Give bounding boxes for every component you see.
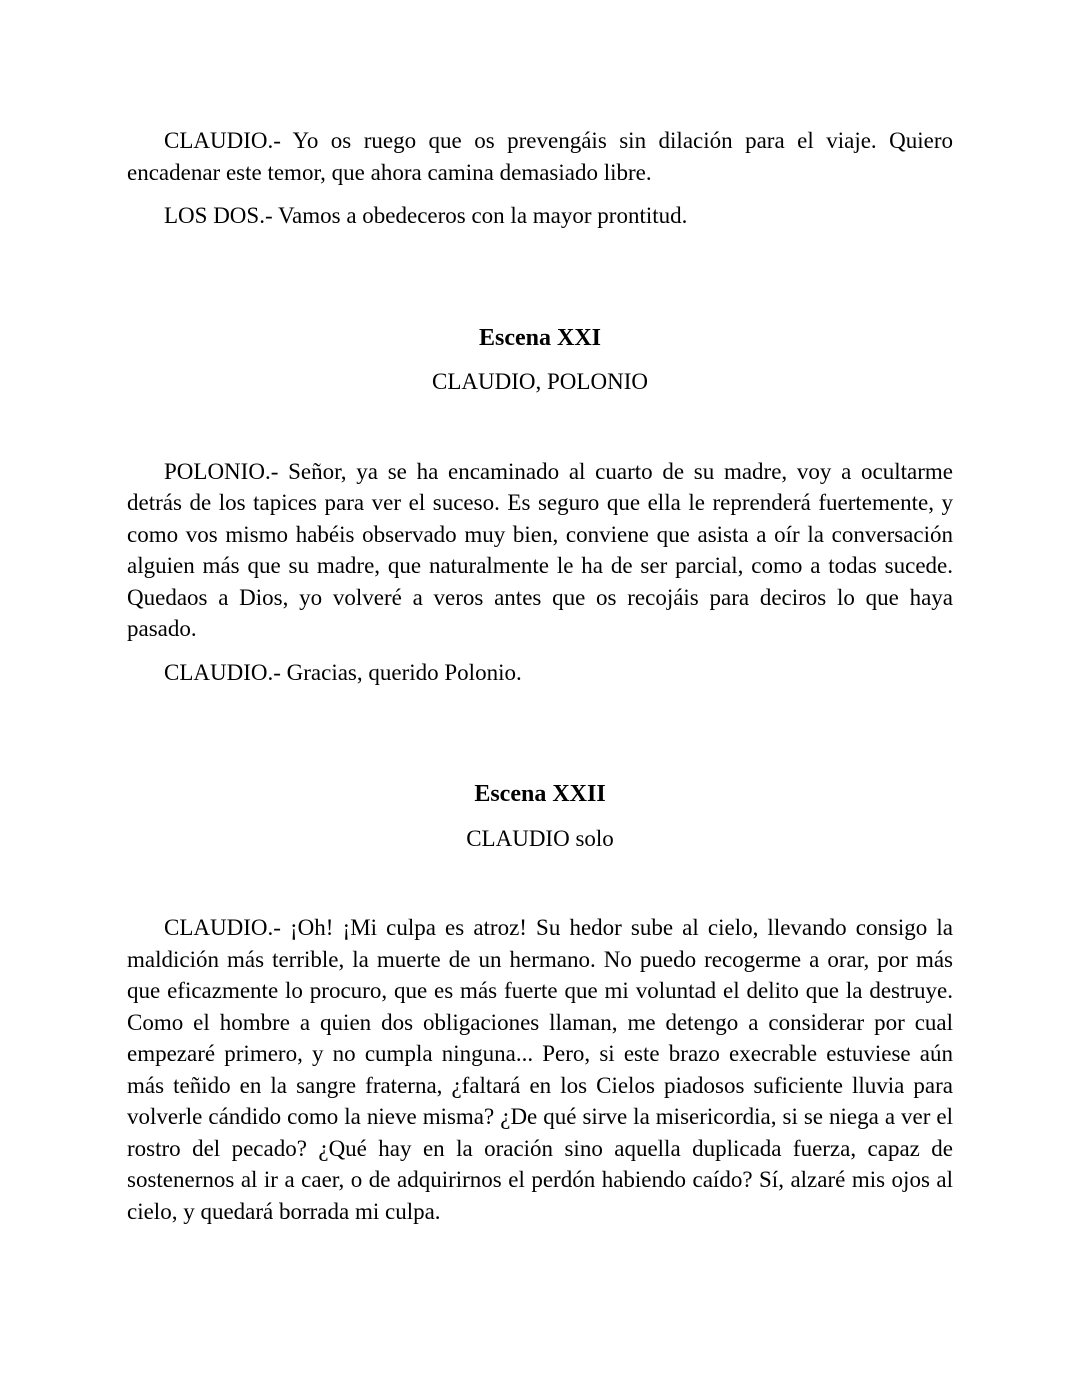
dialogue-claudio-gracias: CLAUDIO.- Gracias, querido Polonio. xyxy=(164,659,522,685)
scene-heading-xxi: Escena XXI xyxy=(478,324,601,351)
dialogue-los-dos: LOS DOS.- Vamos a obedeceros con la mayor prontitud. xyxy=(164,203,688,228)
scene-heading-xxii: Escena XXII xyxy=(474,781,606,807)
monologue-claudio: CLAUDIO.- ¡Oh! ¡Mi culpa es atroz! Su hedor sube al cielo, llevando consigo la maldición más terrible, la muerte de un hermano. No puedo recogerme a orar, por más que eficazmente lo procuro, que es más fuerte que mi voluntad el delito que la destruye. Como el hombre a quien dos obligaciones llaman, me detengo a considerar por cual empezaré primero, y no cumpla ninguna... Pero, si este brazo execrable estuviese aún más teñido en la sangre fraterna, ¿faltará en los Cielos piadosos suficiente lluvia para volverle cándido como la nieve misma? ¿De qué sirve la misericordia, si se niega a ver el rostro del pecado? ¿Qué hay en la oración sino aquella duplicada fuerza, capaz de sostenernos al ir a caer, o de adquirirnos el perdón habiendo caído? Sí, alzaré mis ojos al cielo, y quedará borrada mi culpa. xyxy=(127,915,953,1224)
scene-characters-xxi: CLAUDIO, POLONIO xyxy=(432,369,648,394)
scene-characters-xxii: CLAUDIO solo xyxy=(466,825,614,851)
dialogue-polonio: POLONIO.- Señor, ya se ha encaminado al cuarto de su madre, voy a ocultarme detrás de los tapices para ver el suceso. Es seguro que ella le reprenderá fuertemente, y como vos mismo habéis observado muy bien, conviene que asista a oír la conversación alguien más que su madre, que naturalmente le ha de ser parcial, como a todas sucede. Quedaos a Dios, yo volveré a veros antes que os recojáis para deciros lo que haya pasado. xyxy=(127,458,953,641)
dialogue-claudio-viaje: CLAUDIO.- Yo os ruego que os prevengáis sin dilación para el viaje. Quiero encadenar este temor, que ahora camina demasiado libre. xyxy=(127,128,953,185)
